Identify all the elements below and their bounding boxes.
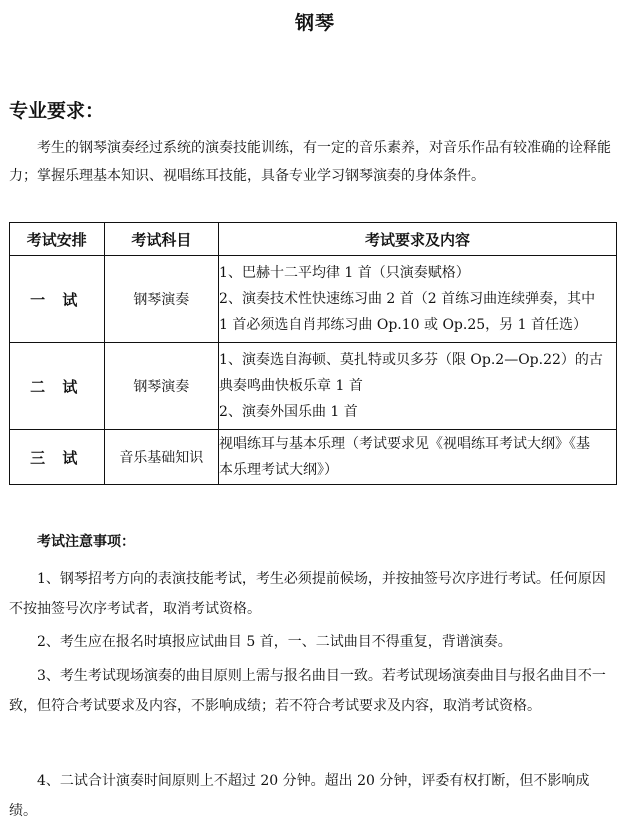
row-arrangement: 三 试	[10, 430, 105, 485]
table-header-row	[10, 223, 617, 256]
row-requirements	[219, 430, 617, 485]
row-subject: 音乐基础知识	[104, 430, 218, 485]
table-row	[10, 430, 617, 485]
note-item: 4、二试合计演奏时间原则上不超过 20 分钟。超出 20 分钟，评委有权打断，但不影响成绩。	[9, 773, 590, 819]
requirement-line: 1 首必须选自肖邦练习曲 Op.10 或 Op.25，另 1 首任选）	[219, 317, 587, 333]
intro-paragraph: 考生的钢琴演奏经过系统的演奏技能训练，有一定的音乐素养，对音乐作品有较准确的诠释能力；掌握乐理基本知识、视唱练耳技能，具备专业学习钢琴演奏的身体条件。	[9, 140, 611, 184]
exam-table	[9, 222, 617, 485]
header-requirements: 考试要求及内容	[219, 223, 617, 256]
header-subject: 考试科目	[104, 223, 218, 256]
requirement-line: 2、演奏外国乐曲 1 首	[219, 404, 358, 420]
notes-title: 考试注意事项：	[37, 534, 135, 550]
page-title: 钢琴	[294, 12, 335, 34]
section-heading: 专业要求：	[9, 100, 105, 122]
note-item: 1、钢琴招考方向的表演技能考试，考生必须提前候场，并按抽签号次序进行考试。任何原因不按抽签号次序考试者，取消考试资格。	[9, 571, 606, 617]
header-arrangement: 考试安排	[10, 223, 105, 256]
table-row	[10, 256, 617, 343]
requirement-line: 1、演奏选自海顿、莫扎特或贝多芬（限 Op.2—Op.22）的古	[219, 352, 603, 368]
row-arrangement: 一 试	[10, 256, 105, 343]
requirement-line: 1、巴赫十二平均律 1 首（只演奏赋格）	[219, 265, 470, 281]
note-item: 2、考生应在报名时填报应试曲目 5 首，一、二试曲目不得重复，背谱演奏。	[37, 634, 512, 650]
row-requirements	[219, 343, 617, 430]
requirement-line: 视唱练耳与基本乐理（考试要求见《视唱练耳考试大纲》《基	[219, 436, 591, 452]
requirement-line: 典奏鸣曲快板乐章 1 首	[219, 378, 363, 394]
row-subject: 钢琴演奏	[104, 343, 218, 430]
row-subject: 钢琴演奏	[104, 256, 218, 343]
table-row	[10, 343, 617, 430]
note-item: 3、考生考试现场演奏的曲目原则上需与报名曲目一致。若考试现场演奏曲目与报名曲目不一致，但符合考试要求及内容，不影响成绩；若不符合考试要求及内容，取消考试资格。	[9, 668, 606, 714]
requirement-line: 本乐理考试大纲》）	[219, 462, 339, 478]
requirement-line: 2、演奏技术性快速练习曲 2 首（2 首练习曲连续弹奏，其中	[219, 291, 596, 307]
row-requirements	[219, 256, 617, 343]
row-arrangement: 二 试	[10, 343, 105, 430]
